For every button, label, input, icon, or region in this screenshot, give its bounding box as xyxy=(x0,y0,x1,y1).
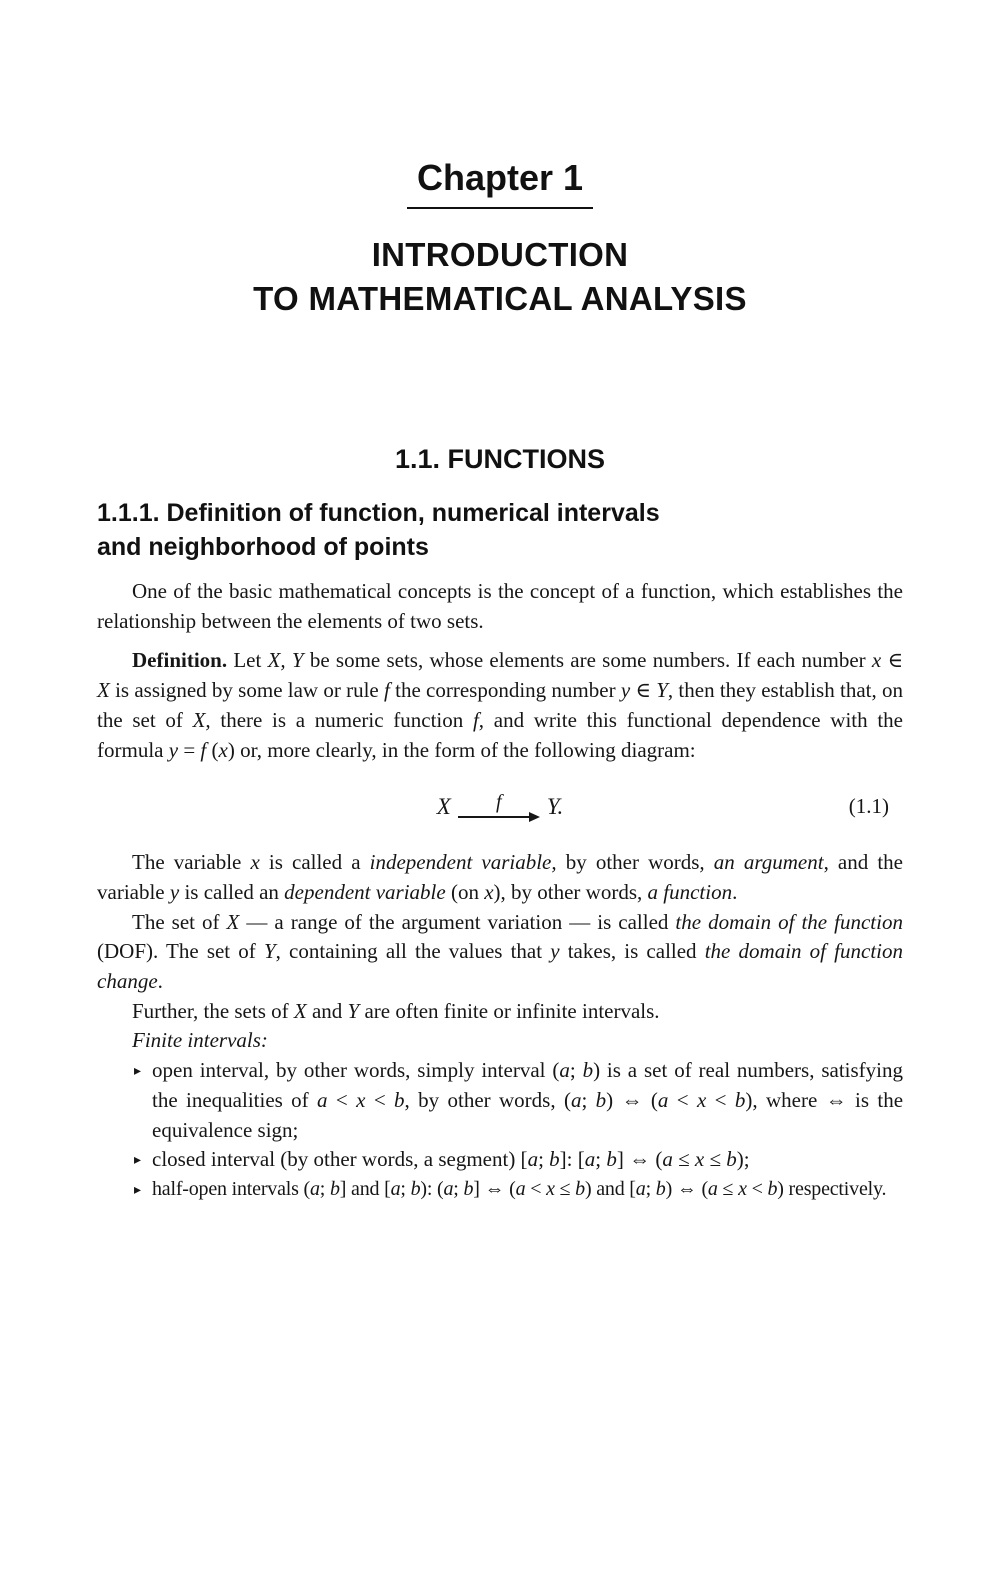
list-item-text: open interval, by other words, simply interval (a; b) is a set of real numbers, satisfying the inequalities of a < x < b, by other words, (a; b) ⇔ (a < x < b), where ⇔ is the equivalence sign; xyxy=(152,1058,904,1142)
paragraph-intro: One of the basic mathematical concepts is the concept of a function, which establishes the relationship between the elements of two sets. xyxy=(97,579,903,633)
equation-number: (1.1) xyxy=(848,794,889,819)
list-item-closed-interval xyxy=(97,1145,903,1175)
arrow-line-icon xyxy=(458,812,540,823)
chapter-title-line1: INTRODUCTION xyxy=(371,236,629,273)
formula-display xyxy=(97,785,903,827)
paragraph-domain: The set of X — a range of the argument variation — is called the domain of the function (DOF). The set of Y, containing all the values that y takes, is called the domain of function change. xyxy=(97,909,903,994)
formula-codomain: Y. xyxy=(546,794,564,820)
triangle-bullet-icon: ▸ xyxy=(134,1063,142,1080)
chapter-heading xyxy=(97,158,903,209)
triangle-bullet-icon: ▸ xyxy=(134,1181,141,1198)
intervals-list xyxy=(97,1056,903,1205)
list-item-half-open-intervals xyxy=(97,1175,903,1205)
paragraph-definition: Definition. Let X, Y be some sets, whose elements are some numbers. If each number x ∈ X is assigned by some law or rule f the corresponding number y ∈ Y, then they establish that, on the set of X, there is a numeric function f, and write this functional dependence with the formula y = f (x) or, more clearly, in the form of the following diagram: xyxy=(97,648,904,762)
finite-intervals-label: Finite intervals: xyxy=(132,1028,268,1053)
maps-to-arrow xyxy=(458,790,540,823)
subsection-heading xyxy=(97,496,903,564)
subsection-line2: and neighborhood of points xyxy=(97,533,429,561)
formula-domain: X xyxy=(436,794,451,820)
formula xyxy=(437,792,564,822)
subsection-line1: 1.1.1. Definition of function, numerical intervals xyxy=(97,499,660,527)
chapter-title xyxy=(97,233,903,321)
paragraph-variables: The variable x is called a independent variable, by other words, an argument, and the variable y is called an dependent variable (on x), by other words, a function. xyxy=(97,850,903,904)
formula-function-label: f xyxy=(496,790,502,813)
book-page xyxy=(0,158,1000,1578)
chapter-title-line2: TO MATHEMATICAL ANALYSIS xyxy=(253,280,747,317)
list-item-text: half-open intervals (a; b] and [a; b): (a; b] ⇔ (a < x ≤ b) and [a; b) ⇔ (a ≤ x < b) respectively. xyxy=(152,1177,887,1200)
triangle-bullet-icon: ▸ xyxy=(134,1152,142,1169)
paragraph-intervals-intro: Further, the sets of X and Y are often finite or infinite intervals. xyxy=(132,998,660,1023)
section-heading: 1.1. FUNCTIONS xyxy=(394,444,606,474)
chapter-heading-text: Chapter 1 xyxy=(407,158,593,209)
list-item-text: closed interval (by other words, a segment) [a; b]: [a; b] ⇔ (a ≤ x ≤ b); xyxy=(152,1147,750,1172)
list-item-open-interval xyxy=(97,1056,903,1145)
